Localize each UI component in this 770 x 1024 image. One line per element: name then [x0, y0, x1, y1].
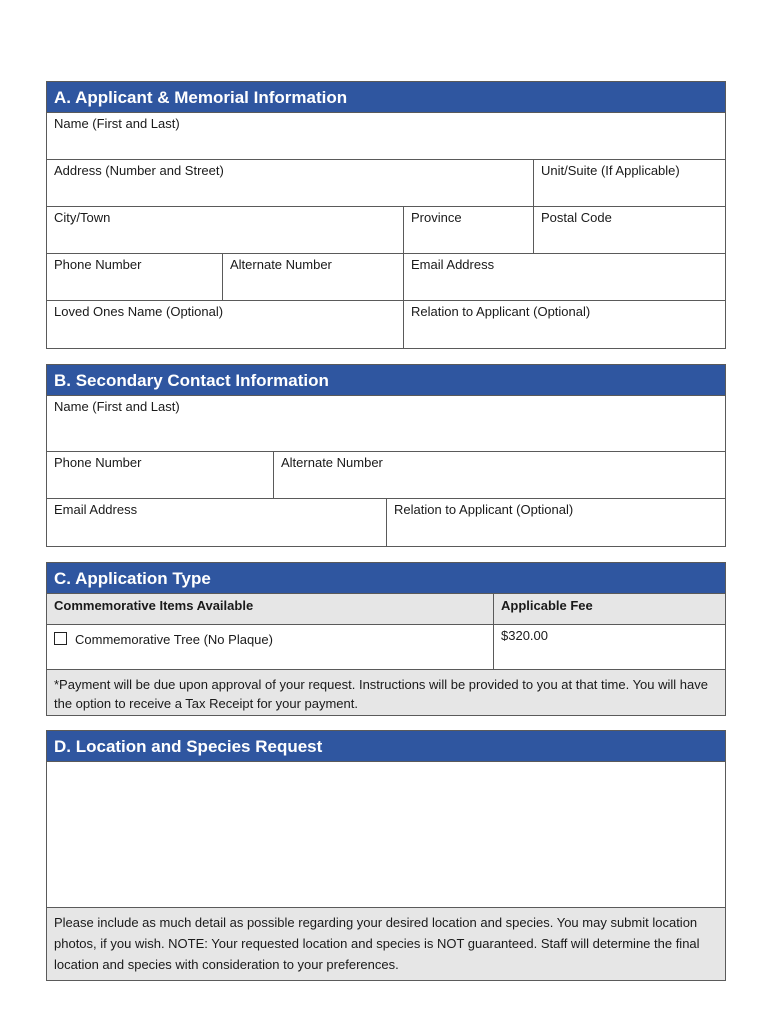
tree-option-label: Commemorative Tree (No Plaque)	[75, 632, 273, 647]
applicant-postal-field[interactable]	[533, 207, 725, 253]
loved-one-name-field[interactable]	[47, 301, 403, 348]
secondary-alt-phone-field[interactable]	[273, 452, 725, 498]
fee-column-header: Applicable Fee	[493, 594, 725, 624]
applicant-province-field[interactable]	[403, 207, 533, 253]
section-application-type	[46, 562, 726, 716]
payment-note: *Payment will be due upon approval of your request. Instructions will be provided to you at that time. You will have the option to receive a Tax Receipt for your payment.	[47, 670, 725, 715]
city-label: City/Town	[54, 210, 111, 225]
postal-label: Postal Code	[541, 210, 612, 225]
section-b-title: B. Secondary Contact Information	[47, 365, 725, 396]
secondary-email-label: Email Address	[54, 502, 138, 517]
address-label: Address (Number and Street)	[54, 163, 224, 178]
applicant-city-field[interactable]	[47, 207, 403, 253]
unit-label: Unit/Suite (If Applicable)	[541, 163, 680, 178]
location-request-textarea[interactable]	[47, 762, 725, 908]
secondary-phone-label: Phone Number	[54, 455, 142, 470]
applicant-unit-field[interactable]	[533, 160, 725, 206]
relation-label: Relation to Applicant (Optional)	[411, 304, 591, 319]
secondary-relation-label: Relation to Applicant (Optional)	[394, 502, 574, 517]
email-label: Email Address	[411, 257, 495, 272]
alt-phone-label: Alternate Number	[230, 257, 332, 272]
commemorative-tree-option[interactable]	[47, 625, 493, 669]
applicant-relation-field[interactable]	[403, 301, 725, 348]
section-secondary-contact	[46, 364, 726, 547]
secondary-relation-field[interactable]	[386, 499, 725, 546]
section-applicant	[46, 81, 726, 349]
applicant-alt-phone-field[interactable]	[222, 254, 403, 300]
applicant-phone-field[interactable]	[47, 254, 222, 300]
secondary-phone-field[interactable]	[47, 452, 273, 498]
section-a-title: A. Applicant & Memorial Information	[47, 82, 725, 113]
secondary-name-label: Name (First and Last)	[54, 399, 180, 414]
secondary-email-field[interactable]	[47, 499, 386, 546]
tree-fee: $320.00	[493, 625, 725, 669]
location-note: Please include as much detail as possible regarding your desired location and species. You may submit location photos, if you wish. NOTE: Your requested location and species is NOT guaranteed. Staff will determine the final location and species with consideration to your preferences.	[47, 908, 725, 980]
secondary-name-field[interactable]	[47, 396, 725, 451]
items-column-header: Commemorative Items Available	[54, 598, 254, 613]
phone-label: Phone Number	[54, 257, 142, 272]
province-label: Province	[411, 210, 462, 225]
section-location-request	[46, 730, 726, 981]
loved-one-label: Loved Ones Name (Optional)	[54, 304, 224, 319]
tree-checkbox[interactable]	[54, 632, 67, 645]
section-c-title: C. Application Type	[47, 563, 725, 594]
applicant-email-field[interactable]	[403, 254, 725, 300]
secondary-alt-phone-label: Alternate Number	[281, 455, 383, 470]
applicant-name-label: Name (First and Last)	[54, 116, 180, 131]
applicant-address-field[interactable]	[47, 160, 533, 206]
section-d-title: D. Location and Species Request	[47, 731, 725, 762]
applicant-name-field[interactable]	[47, 113, 725, 159]
